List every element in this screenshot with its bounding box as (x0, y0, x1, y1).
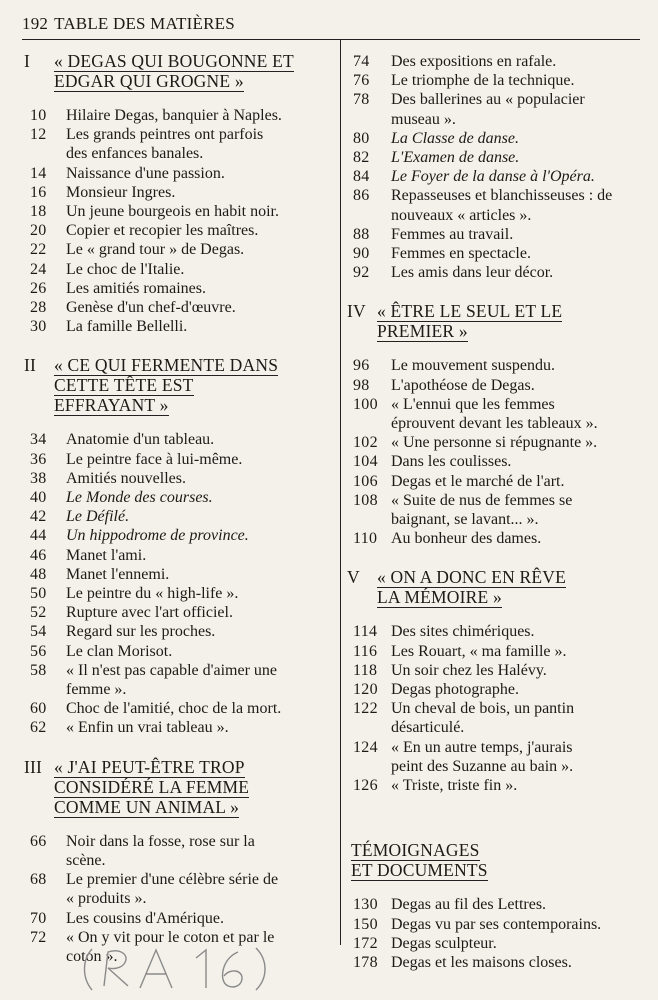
entry-title: Naissance d'une passion. (66, 164, 225, 182)
entry-page-number: 38 (30, 469, 47, 487)
section-title-line: « ÊTRE LE SEUL ET LE (377, 301, 563, 322)
entry-page-number: 82 (353, 149, 370, 167)
toc-entry[interactable] (347, 452, 637, 471)
entry-page-number: 50 (30, 585, 47, 603)
section-title-line: « CE QUI FERMENTE DANS (54, 355, 279, 376)
entry-title: Les amis dans leur décor. (391, 264, 554, 282)
entry-page-number: 80 (353, 129, 370, 147)
entry-title: Amitiés nouvelles. (66, 469, 186, 487)
entry-page-number: 72 (30, 928, 47, 946)
toc-entry[interactable] (347, 129, 637, 148)
entry-page-number: 68 (30, 871, 47, 889)
entry-title: Le peintre du « high-life ». (66, 585, 239, 603)
section-number: IV (347, 301, 366, 322)
entry-page-number: 118 (353, 661, 378, 679)
entry-title: Les Rouart, « ma famille ». (391, 642, 567, 660)
toc-entry[interactable] (347, 244, 637, 263)
entry-title: Des ballerines au « populacier (391, 91, 585, 109)
entry-page-number: 178 (353, 953, 378, 971)
running-header (22, 14, 235, 34)
entry-page-number: 86 (353, 187, 370, 205)
entry-page-number: 98 (353, 376, 370, 394)
entry-page-number: 20 (30, 222, 47, 240)
toc-entry[interactable] (347, 90, 637, 128)
entry-page-number: 104 (353, 453, 378, 471)
entry-title: Le mouvement suspendu. (391, 357, 555, 375)
header-rule (22, 39, 640, 40)
handwritten-note (78, 944, 278, 994)
entry-title: nouveaux « articles ». (391, 206, 532, 224)
section-title-line: EDGAR QUI GROGNE » (54, 71, 244, 91)
entry-title: Le premier d'une célèbre série de (66, 871, 279, 889)
toc-entry[interactable] (347, 225, 637, 244)
entry-title: La Classe de danse. (391, 129, 519, 147)
entry-title: Le clan Morisot. (66, 642, 173, 660)
toc-entry[interactable] (24, 260, 330, 279)
entry-title: « Triste, triste fin ». (391, 777, 518, 795)
entry-page-number: 84 (353, 168, 370, 186)
entry-title: Un jeune bourgeois en habit noir. (66, 203, 279, 221)
entry-page-number: 100 (353, 395, 378, 413)
column-divider (340, 40, 341, 945)
entry-title: Degas et les maisons closes. (391, 953, 572, 971)
entry-page-number: 42 (30, 508, 47, 526)
entry-title: scène. (66, 851, 106, 869)
toc-entry[interactable] (24, 699, 330, 718)
toc-entry[interactable] (24, 106, 330, 125)
toc-section (24, 52, 330, 336)
entry-title: des enfances banales. (66, 145, 204, 163)
toc-entry[interactable] (347, 356, 637, 375)
toc-entry[interactable] (347, 376, 637, 395)
entry-page-number: 130 (353, 896, 378, 914)
entry-page-number: 48 (30, 565, 47, 583)
entry-title: Les grands peintres ont parfois (66, 126, 264, 144)
entry-page-number: 172 (353, 934, 378, 952)
entry-title: désarticulé. (391, 719, 465, 737)
toc-entry[interactable] (347, 167, 637, 186)
toc-entry[interactable] (24, 832, 330, 870)
entry-title: Noir dans la fosse, rose sur la (66, 832, 255, 850)
entry-title: Degas photographe. (391, 681, 519, 699)
toc-entry[interactable] (24, 279, 330, 298)
entry-title: museau ». (391, 110, 456, 128)
section-title (347, 568, 637, 608)
entry-page-number: 46 (30, 546, 47, 564)
toc-entry[interactable] (24, 164, 330, 183)
entry-title: coton ». (66, 947, 118, 965)
entry-title: Degas vu par ses contemporains. (391, 915, 602, 933)
section-title-line: CONSIDÉRÉ LA FEMME (54, 776, 250, 797)
entry-title: Manet l'ennemi. (66, 565, 170, 583)
toc-entry[interactable] (347, 699, 637, 737)
toc-entry[interactable] (24, 642, 330, 661)
entry-page-number: 56 (30, 642, 47, 660)
entry-title: Femmes en spectacle. (391, 245, 531, 263)
toc-section (24, 356, 330, 737)
entry-page-number: 44 (30, 527, 47, 545)
entry-title: Les cousins d'Amérique. (66, 909, 224, 927)
entry-page-number: 124 (353, 738, 378, 756)
toc-entry[interactable] (347, 622, 637, 641)
entry-page-number: 120 (353, 681, 378, 699)
toc-entry[interactable] (24, 584, 330, 603)
entry-title: Monsieur Ingres. (66, 183, 176, 201)
entry-title: peint des Suzanne au bain ». (391, 757, 574, 775)
toc-entry[interactable] (24, 317, 330, 336)
section-number: II (24, 355, 37, 376)
toc-entry[interactable] (347, 395, 637, 433)
entry-title: Un soir chez les Halévy. (391, 661, 547, 679)
entry-title: Degas et le marché de l'art. (391, 472, 565, 490)
entry-title: Des sites chimériques. (391, 623, 535, 641)
entry-page-number: 14 (30, 164, 47, 182)
section-title (24, 356, 330, 416)
entry-title: Au bonheur des dames. (391, 530, 542, 548)
entry-page-number: 110 (353, 530, 378, 548)
entry-page-number: 60 (30, 700, 47, 718)
toc-entry[interactable] (347, 934, 637, 953)
toc-entry[interactable] (347, 738, 637, 776)
section-title (24, 52, 330, 92)
toc-entry[interactable] (24, 183, 330, 202)
entry-title: Manet l'ami. (66, 546, 147, 564)
toc-section (347, 568, 637, 795)
entry-page-number: 22 (30, 241, 47, 259)
entry-page-number: 52 (30, 604, 47, 622)
entry-title: Copier et recopier les maîtres. (66, 222, 259, 240)
entry-page-number: 10 (30, 107, 47, 124)
entry-page-number: 70 (30, 909, 47, 927)
toc-entry[interactable] (347, 953, 637, 972)
toc-entry[interactable] (24, 430, 330, 449)
entry-page-number: 12 (30, 126, 47, 144)
entry-title: Un hippodrome de province. (66, 527, 249, 545)
entry-title: Hilaire Degas, banquier à Naples. (66, 107, 282, 124)
entry-title: « produits ». (66, 890, 147, 908)
entry-title: femme ». (66, 681, 127, 699)
toc-entry[interactable] (347, 263, 637, 282)
section-title (24, 758, 330, 818)
toc-entry[interactable] (347, 491, 637, 529)
entry-page-number: 36 (30, 450, 47, 468)
toc-section (24, 758, 330, 966)
section-title-line: PREMIER » (377, 321, 468, 342)
entry-page-number: 102 (353, 434, 378, 452)
toc-entry[interactable] (24, 870, 330, 908)
entry-page-number: 18 (30, 203, 47, 221)
toc-entry[interactable] (24, 221, 330, 240)
entry-page-number: 96 (353, 357, 370, 375)
toc-entry[interactable] (24, 603, 330, 622)
section-number: V (347, 567, 360, 588)
toc-section (347, 52, 637, 282)
left-column (24, 52, 330, 986)
entry-title: Femmes au travail. (391, 225, 514, 243)
toc-entry[interactable] (347, 52, 637, 71)
entry-page-number: 114 (353, 623, 378, 641)
section-number: III (24, 756, 43, 777)
entry-page-number: 76 (353, 72, 370, 90)
entry-title: L'Examen de danse. (391, 149, 520, 167)
entry-title: « Il n'est pas capable d'aimer une (66, 661, 278, 679)
toc-entry[interactable] (347, 680, 637, 699)
entry-title: « Enfin un vrai tableau ». (66, 719, 229, 737)
entry-title: Le Monde des courses. (66, 489, 213, 507)
entry-title: Regard sur les proches. (66, 623, 216, 641)
entry-page-number: 92 (353, 264, 370, 282)
section-title-line: ET DOCUMENTS (351, 860, 488, 881)
entry-title: L'apothéose de Degas. (391, 376, 535, 394)
entry-title: Degas sculpteur. (391, 934, 497, 952)
entry-title: Le choc de l'Italie. (66, 260, 185, 278)
entry-title: « En un autre temps, j'aurais (391, 738, 573, 756)
right-column (347, 52, 637, 992)
toc-entry[interactable] (24, 488, 330, 507)
entry-title: Des expositions en rafale. (391, 53, 557, 70)
entry-title: Dans les coulisses. (391, 453, 512, 471)
section-title-line: « DEGAS QUI BOUGONNE ET (54, 51, 294, 71)
toc-entry[interactable] (24, 622, 330, 641)
section-number: I (24, 51, 31, 71)
toc-entry[interactable] (24, 546, 330, 565)
entry-page-number: 150 (353, 915, 378, 933)
entry-page-number: 122 (353, 700, 378, 718)
entry-page-number: 54 (30, 623, 47, 641)
toc-entry[interactable] (347, 433, 637, 452)
section-title-line: « J'AI PEUT-ÊTRE TROP (54, 756, 245, 777)
section-title-line: LA MÉMOIRE » (377, 587, 502, 608)
entry-page-number: 30 (30, 318, 47, 336)
entry-title: Le Défilé. (66, 508, 130, 526)
entry-page-number: 88 (353, 225, 370, 243)
toc-entry[interactable] (24, 450, 330, 469)
toc-entry[interactable] (347, 472, 637, 491)
entry-title: Anatomie d'un tableau. (66, 431, 215, 449)
page-number: 192 (22, 14, 49, 33)
section-title (347, 302, 637, 342)
section-title-line: COMME UN ANIMAL » (54, 796, 240, 817)
toc-entry[interactable] (24, 202, 330, 221)
entry-page-number: 108 (353, 491, 378, 509)
entry-title: « Suite de nus de femmes se (391, 491, 573, 509)
entry-page-number: 66 (30, 832, 47, 850)
toc-entry[interactable] (347, 71, 637, 90)
entry-page-number: 90 (353, 245, 370, 263)
section-title (347, 841, 637, 881)
entry-title: baignant, se lavant... ». (391, 511, 539, 529)
entry-title: Genèse d'un chef-d'œuvre. (66, 299, 236, 317)
toc-entry[interactable] (347, 895, 637, 914)
toc-entry[interactable] (24, 565, 330, 584)
entry-page-number: 28 (30, 299, 47, 317)
section-title-line: EFFRAYANT » (54, 395, 169, 416)
entry-page-number: 74 (353, 53, 370, 70)
entry-title: « L'ennui que les femmes (391, 395, 555, 413)
entry-title: Degas au fil des Lettres. (391, 896, 547, 914)
entry-page-number: 62 (30, 719, 47, 737)
entry-title: Les amitiés romaines. (66, 279, 206, 297)
page-title: TABLE DES MATIÈRES (54, 14, 235, 33)
entry-page-number: 24 (30, 260, 47, 278)
section-title-line: « ON A DONC EN RÊVE (377, 567, 567, 588)
section-title-line: TÉMOIGNAGES (351, 840, 480, 861)
entry-title: éprouvent devant les tableaux ». (391, 415, 598, 433)
entry-title: La famille Bellelli. (66, 318, 188, 336)
toc-entry[interactable] (347, 661, 637, 680)
entry-title: Le peintre face à lui-même. (66, 450, 243, 468)
toc-entry[interactable] (24, 298, 330, 317)
entry-title: Choc de l'amitié, choc de la mort. (66, 700, 282, 718)
entry-page-number: 16 (30, 183, 47, 201)
entry-title: Le « grand tour » de Degas. (66, 241, 245, 259)
entry-page-number: 34 (30, 431, 47, 449)
entry-title: Un cheval de bois, un pantin (391, 700, 575, 718)
entry-page-number: 116 (353, 642, 378, 660)
toc-entry[interactable] (347, 529, 637, 548)
toc-entry[interactable] (347, 642, 637, 661)
toc-entry[interactable] (347, 148, 637, 167)
entry-title: Le triomphe de la technique. (391, 72, 575, 90)
entry-page-number: 40 (30, 489, 47, 507)
toc-entry[interactable] (347, 776, 637, 795)
toc-entry[interactable] (347, 186, 637, 224)
toc-entry[interactable] (24, 718, 330, 737)
toc-entry[interactable] (24, 507, 330, 526)
toc-entry[interactable] (24, 240, 330, 259)
entry-title: « Une personne si répugnante ». (391, 434, 598, 452)
section-title-line: CETTE TÊTE EST (54, 375, 194, 396)
entry-page-number: 26 (30, 279, 47, 297)
toc-entry[interactable] (24, 125, 330, 163)
entry-title: Le Foyer de la danse à l'Opéra. (391, 168, 595, 186)
toc-section (347, 841, 637, 972)
entry-page-number: 106 (353, 472, 378, 490)
entry-page-number: 58 (30, 661, 47, 679)
toc-entry[interactable] (347, 915, 637, 934)
entry-page-number: 126 (353, 777, 378, 795)
toc-entry[interactable] (24, 661, 330, 699)
toc-entry[interactable] (24, 909, 330, 928)
entry-title: Rupture avec l'art officiel. (66, 604, 233, 622)
toc-section (347, 302, 637, 548)
entry-title: « On y vit pour le coton et par le (66, 928, 275, 946)
entry-title: Repasseuses et blanchisseuses : de (391, 187, 613, 205)
entry-page-number: 78 (353, 91, 370, 109)
toc-entry[interactable] (24, 469, 330, 488)
toc-entry[interactable] (24, 526, 330, 545)
